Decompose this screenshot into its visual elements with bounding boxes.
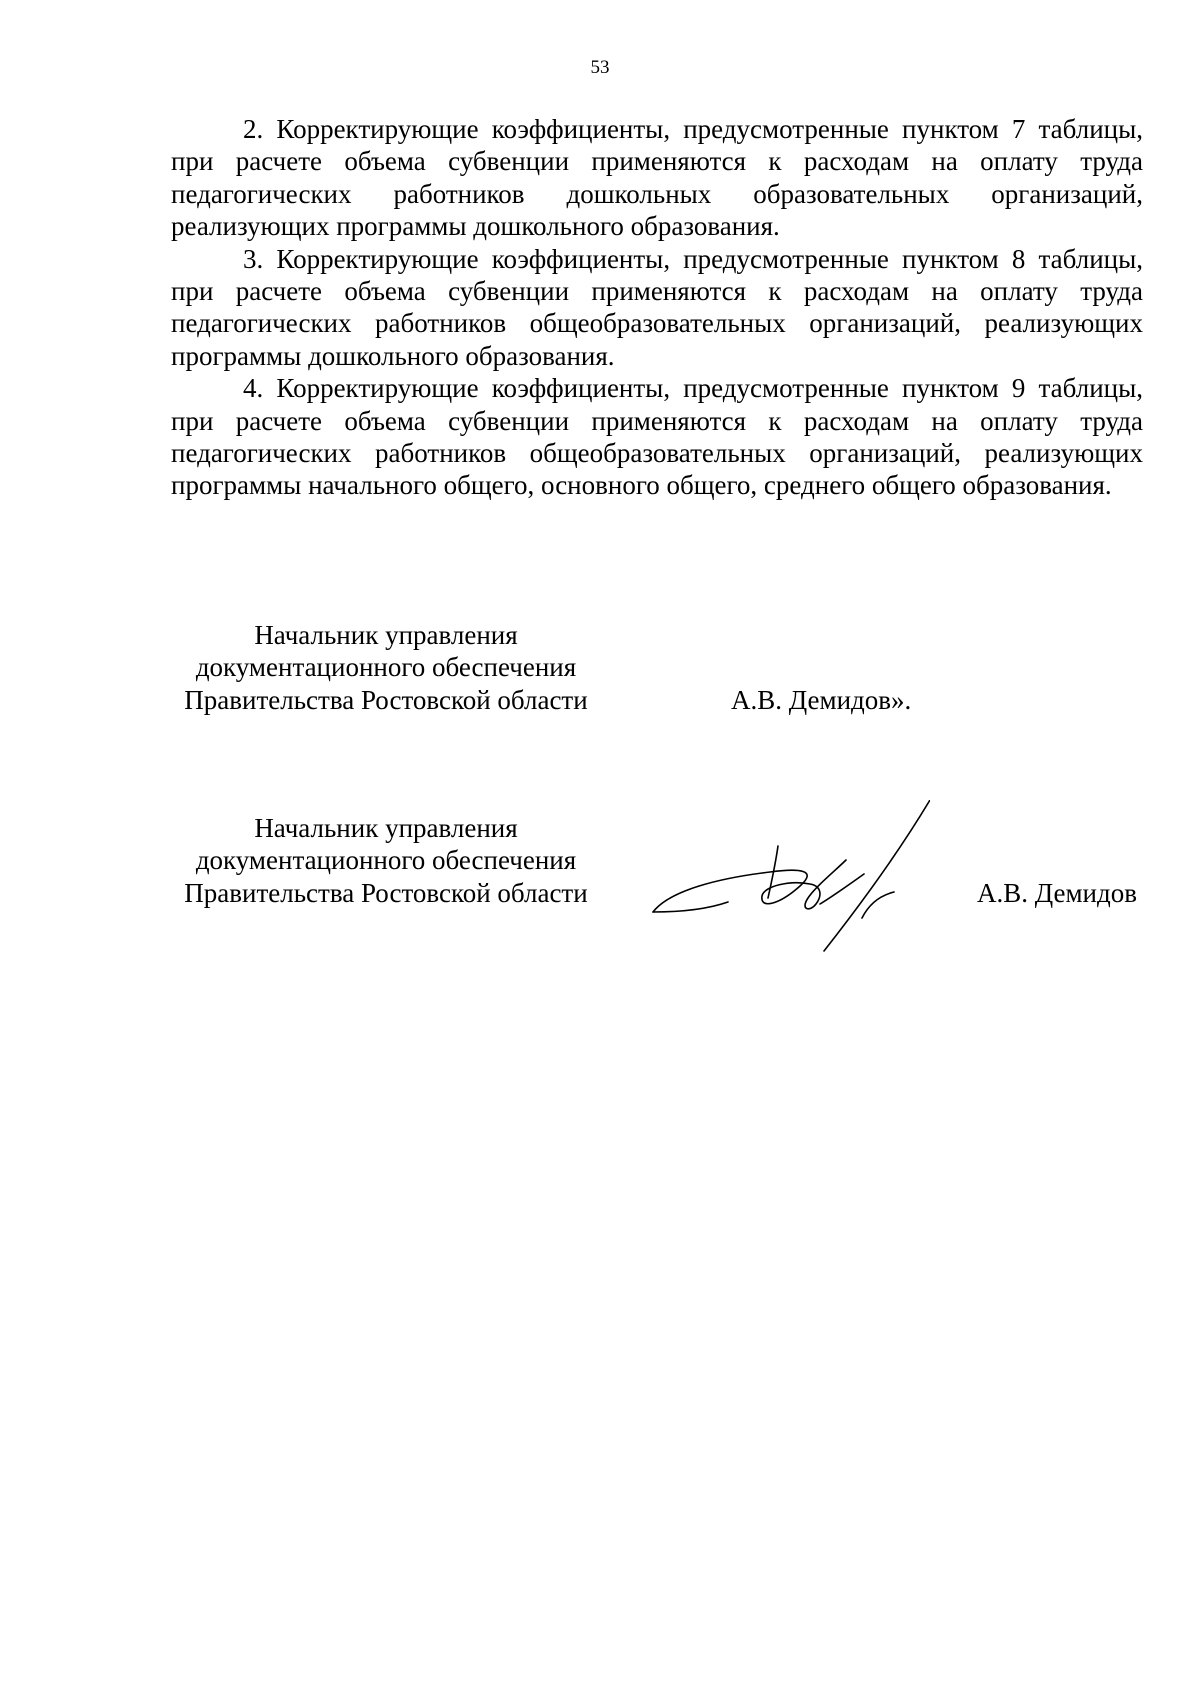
- paragraph-4: 4. Корректирующие коэффициенты, предусмотренные пунктом 9 таблицы, при расчете объема субвенции применяются к расходам на оплату труда педагогических работников общеобразовательных организаций, реализующих программы начального общего, основного общего, среднего общего образования.: [171, 373, 1143, 501]
- signatory-title-line: документационного обеспечения: [195, 845, 577, 876]
- signatory-title-line: Правительства Ростовской области: [184, 877, 588, 908]
- paragraph-2: 2. Корректирующие коэффициенты, предусмотренные пунктом 7 таблицы, при расчете объема субвенции применяются к расходам на оплату труда педагогических работников дошкольных образовательных организаций, реализующих программы дошкольного образования.: [171, 114, 1143, 242]
- signatory-title: [171, 812, 601, 909]
- signature-block-quoted: [171, 619, 1143, 719]
- document-body: [171, 113, 1143, 502]
- signatory-name: А.В. Демидов: [976, 877, 1137, 908]
- signatory-title: [171, 619, 601, 716]
- signatory-title-line: Начальник управления: [254, 813, 518, 843]
- signatory-title-line: документационного обеспечения: [195, 652, 577, 683]
- handwritten-signature: [650, 800, 930, 960]
- page-number: 53: [590, 57, 610, 78]
- paragraph-3: 3. Корректирующие коэффициенты, предусмотренные пунктом 8 таблицы, при расчете объема субвенции применяются к расходам на оплату труда педагогических работников общеобразовательных организаций, реализующих программы дошкольного образования.: [171, 243, 1143, 371]
- signatory-name: А.В. Демидов».: [731, 684, 912, 715]
- signatory-title-line: Начальник управления: [254, 620, 518, 650]
- signatory-title-line: Правительства Ростовской области: [184, 684, 588, 715]
